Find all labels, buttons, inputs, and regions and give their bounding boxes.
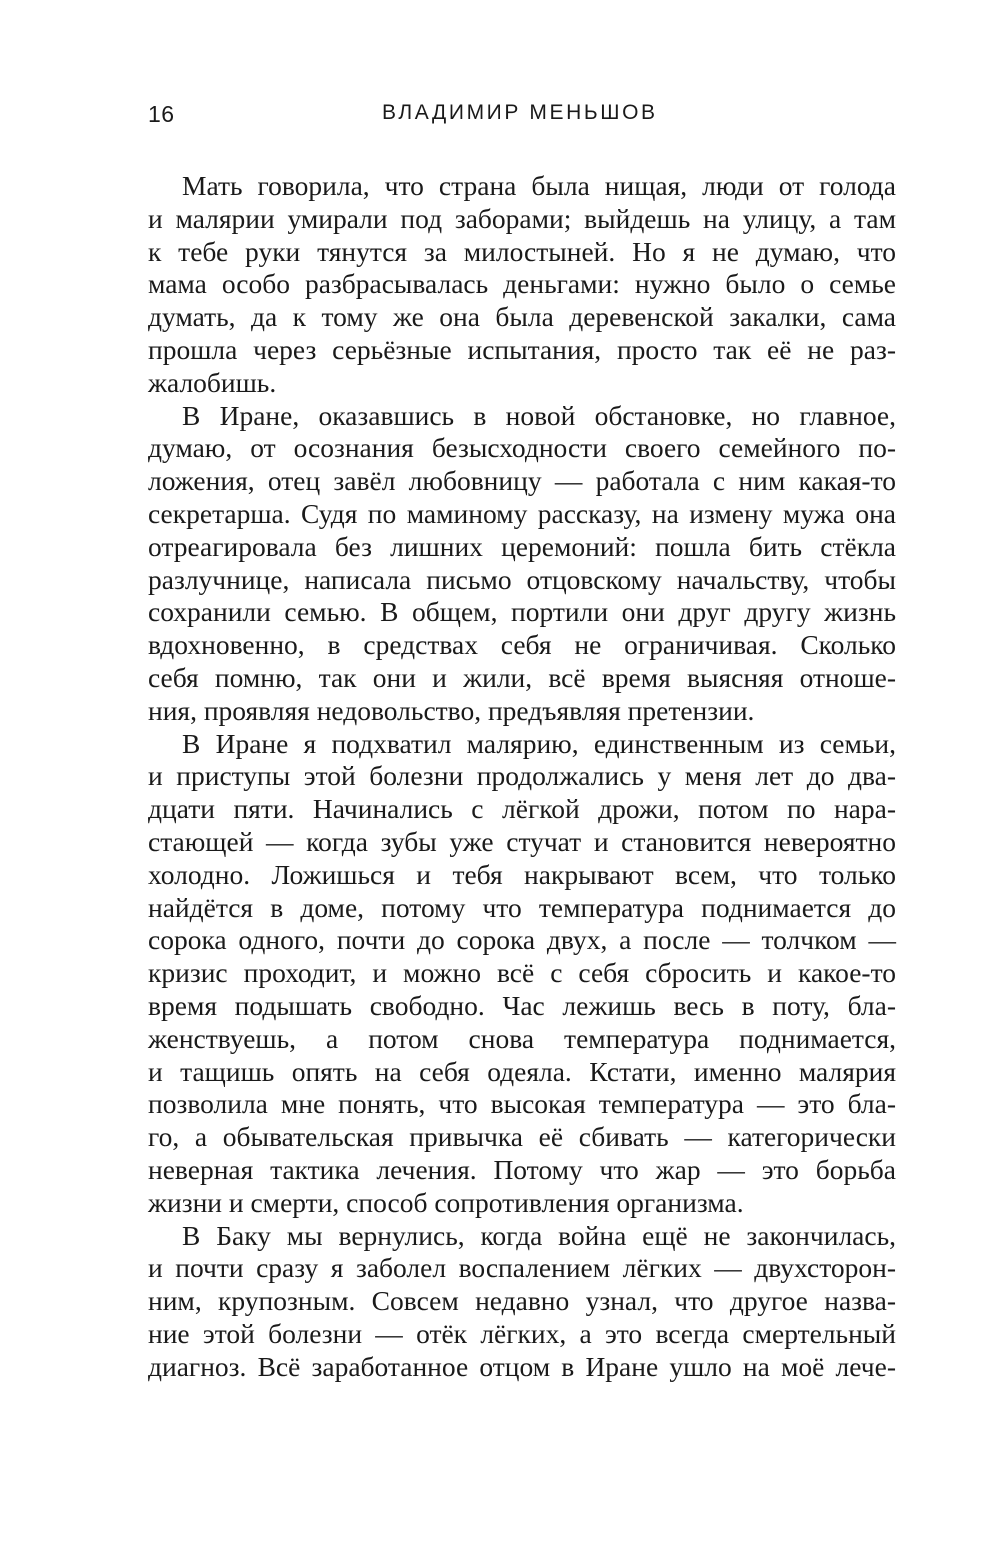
text-line: мама особо разбрасывалась деньгами: нужно было о семье [148, 268, 896, 300]
text-line: В Иране, оказавшись в новой обстановке, но главное, [182, 399, 896, 431]
text-line: ложения, отец завёл любовницу — работала с ним какая-то [148, 465, 896, 497]
body-text [148, 170, 896, 1383]
text-line: найдётся в доме, потому что температура поднимается до [148, 891, 896, 923]
text-line: разлучнице, написала письмо отцовскому начальству, чтобы [148, 563, 896, 595]
text-line: отреагировала без лишних церемоний: пошла бить стёкла [148, 530, 896, 562]
text-line: позволила мне понять, что высокая температура — это бла- [148, 1088, 896, 1120]
running-head: ВЛАДИМИР МЕНЬШОВ [382, 101, 658, 124]
paragraph [148, 400, 896, 728]
text-line: жизни и смерти, способ сопротивления организма. [148, 1186, 744, 1218]
text-line: и малярии умирали под заборами; выйдешь на улицу, а там [148, 202, 896, 234]
text-line: жалобишь. [148, 366, 277, 398]
text-line: диагноз. Всё заработанное отцом в Иране ушло на моё лече- [148, 1350, 896, 1382]
text-line: и тащишь опять на себя одеяла. Кстати, именно малярия [148, 1055, 896, 1087]
text-line: В Баку мы вернулись, когда война ещё не закончилась, [182, 1219, 896, 1251]
page-number: 16 [148, 101, 175, 127]
text-line: время подышать свободно. Час лежишь весь в поту, бла- [148, 989, 896, 1021]
text-line: сохранили семью. В общем, портили они друг другу жизнь [148, 596, 896, 628]
text-line: холодно. Ложишься и тебя накрывают всем, что только [148, 858, 896, 890]
text-line: Мать говорила, что страна была нищая, люди от голода [182, 170, 896, 201]
text-line: женствуешь, а потом снова температура поднимается, [148, 1022, 896, 1054]
text-line: В Иране я подхватил малярию, единственным из семьи, [182, 727, 896, 759]
text-line: стающей — когда зубы уже стучат и становится невероятно [148, 825, 896, 857]
text-line: дцати пяти. Начинались с лёгкой дрожи, потом по нара- [148, 793, 896, 825]
text-line: к тебе руки тянутся за милостыней. Но я не думаю, что [148, 235, 896, 267]
text-line: думаю, от осознания безысходности своего семейного по- [148, 432, 896, 464]
paragraph [148, 1220, 896, 1384]
text-line: секретарша. Судя по маминому рассказу, на измену мужа она [148, 497, 896, 529]
paragraph [148, 170, 896, 400]
text-line: ним, крупозным. Совсем недавно узнал, что другое назва- [148, 1285, 896, 1317]
text-line: вдохновенно, в средствах себя не ограничивая. Сколько [148, 629, 896, 661]
text-line: прошла через серьёзные испытания, просто так её не раз- [148, 333, 896, 365]
paragraph [148, 728, 896, 1220]
text-line: сорока одного, почти до сорока двух, а после — толчком — [148, 924, 896, 956]
text-line: го, а обывательская привычка её сбивать — категорически [148, 1121, 896, 1153]
text-line: ние этой болезни — отёк лёгких, а это всегда смертельный [148, 1317, 896, 1349]
text-line: ния, проявляя недовольство, предъявляя претензии. [148, 694, 755, 726]
text-line: думать, да к тому же она была деревенской закалки, сама [148, 301, 896, 333]
text-line: кризис проходит, и можно всё с себя сбросить и какое-то [148, 957, 896, 989]
text-line: и приступы этой болезни продолжались у меня лет до два- [148, 760, 896, 792]
text-line: себя помню, так они и жили, всё время выясняя отноше- [148, 661, 896, 693]
text-line: неверная тактика лечения. Потому что жар — это борьба [148, 1153, 896, 1185]
text-line: и почти сразу я заболел воспалением лёгких — двухсторон- [148, 1252, 896, 1284]
